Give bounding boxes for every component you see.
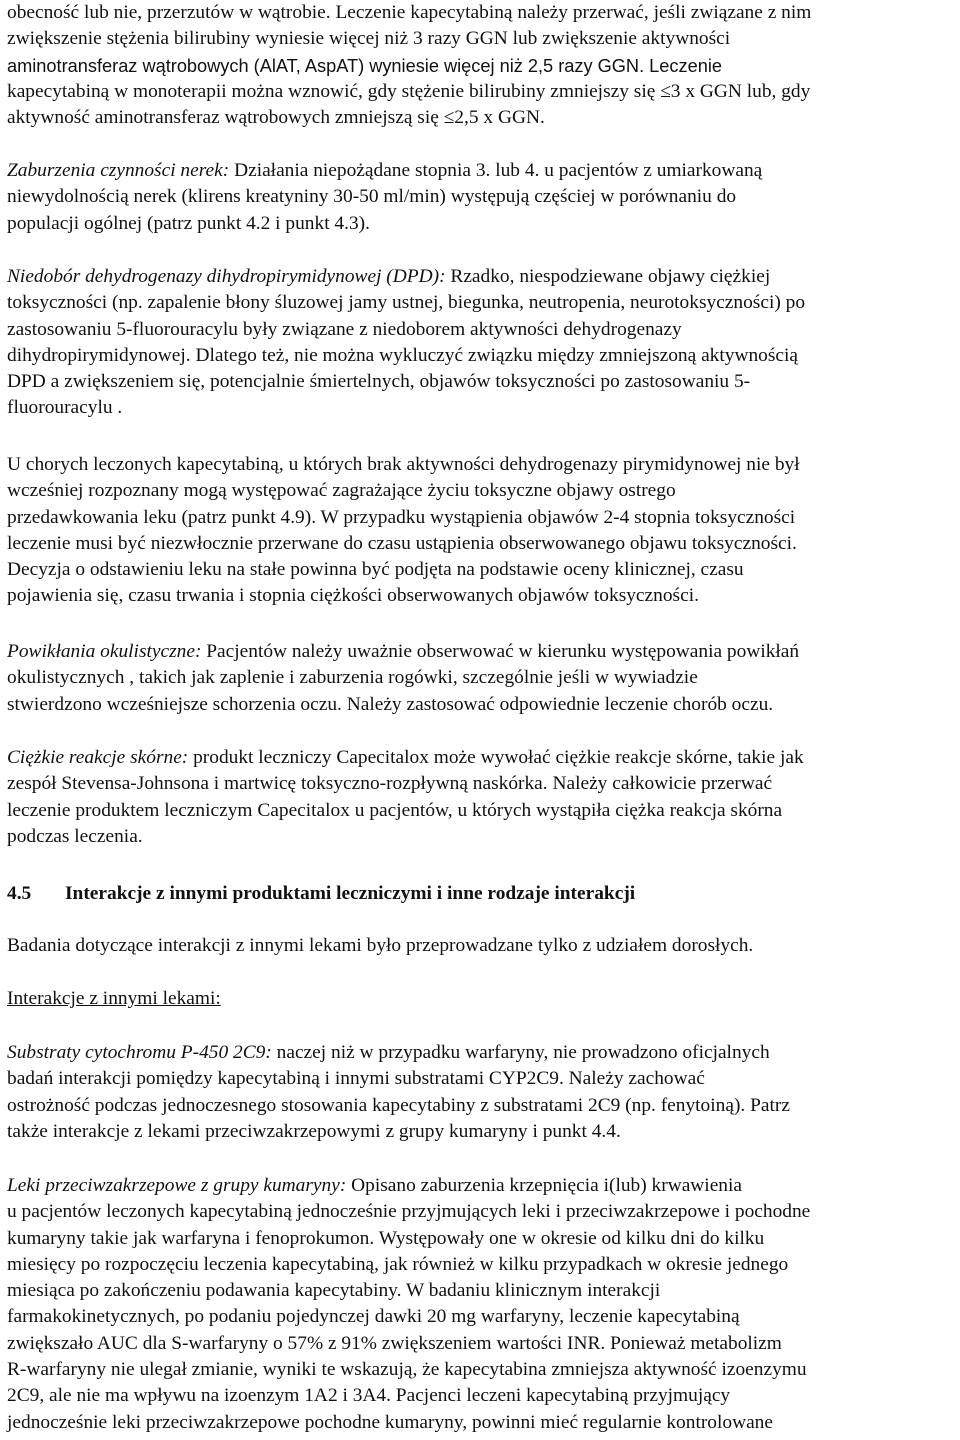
text-line: jednocześnie leki przeciwzakrzepowe pochodne kumaryny, powinni mieć regularnie kontrolowane [7,1411,773,1433]
text-line: 2C9, ale nie ma wpływu na izoenzym 1A2 i 3A4. Pacjenci leczeni kapecytabiną przyjmujący [7,1385,731,1407]
text-line: fluorouracylu . [7,397,123,419]
text-line: pojawienia się, czasu trwania i stopnia ciężkości obserwowanych objawów toksyczności. [7,585,699,607]
text-line: leczenie musi być niezwłocznie przerwane do czasu ustąpienia obserwowanego objawu toksyczności. [7,532,797,554]
paragraph-label: Niedobór dehydrogenazy dihydropirymidynowej (DPD): [7,266,446,287]
text-span: Rzadko, niespodziewane objawy ciężkiej [445,266,771,287]
text-line [7,639,955,665]
text-line: zespół Stevensa-Johnsona i martwicę toksyczno-rozpływną naskórka. Należy całkowicie przerwać [7,773,773,795]
text-line: badań interakcji pomiędzy kapecytabiną i innymi substratami CYP2C9. Należy zachować [7,1068,705,1090]
text-line: Decyzja o odstawieniu leku na stałe powinna być podjęta na podstawie oceny klinicznej, czasu [7,559,744,581]
text-line: okulistycznych , takich jak zaplenie i zaburzenia rogówki, szczególnie jeśli w wywiadzie [7,667,698,689]
text-line: wcześniej rozpoznany mogą występować zagrażające życiu toksyczne objawy ostrego [7,480,676,502]
text-line [7,1040,955,1066]
paragraph-label: Zaburzenia czynności nerek: [7,160,230,181]
text-line [7,158,955,184]
text-line: DPD a zwiększeniem się, potencjalnie śmiertelnych, objawów toksyczności po zastosowaniu 5- [7,371,751,393]
subheading-text: Interakcje z innymi lekami: [7,988,221,1009]
text-line: obecność lub nie, przerzutów w wątrobie. Leczenie kapecytabiną należy przerwać, jeśli związane z nim [7,2,812,23]
text-line [7,264,955,290]
text-line: miesięcy po rozpoczęciu leczenia kapecytabiną, jak również w kilku przypadkach w okresie jednego [7,1253,789,1275]
text-line: także interakcje z lekami przeciwzakrzepowymi z grupy kumaryny i punkt 4.4. [7,1120,621,1142]
text-line: kumaryny takie jak warfaryna i fenoprokumon. Występowały one w okresie od kilku dni do kilku [7,1227,765,1249]
paragraph-label: Ciężkie reakcje skórne: [7,747,189,768]
text-span: Pacjentów należy uważnie obserwować w kierunku występowania powikłań [201,641,800,662]
paragraph-renal-impairment [7,158,955,237]
paragraph-liver-continuation [7,0,955,131]
text-line: przedawkowania leku (patrz punkt 4.9). W przypadku wystąpienia objawów 2-4 stopnia toksyczności [7,506,796,528]
text-line: aminotransferaz wątrobowych (AlAT, AspAT) wyniesie więcej niż 2,5 razy GGN. Leczenie [7,55,722,76]
text-line: niewydolnością nerek (klirens kreatyniny 30-50 ml/min) występują częściej w porównaniu do [7,186,737,208]
subheading-interactions [7,986,955,1012]
text-line: farmakokinetycznych, po podaniu pojedynczej dawki 20 mg warfaryny, leczenie kapecytabiną [7,1306,740,1328]
text-line: kapecytabiną w monoterapii można wznowić, gdy stężenie bilirubiny zmniejszy się ≤3 x GGN lub, gdy [7,80,811,102]
text-line: zastosowaniu 5-fluorouracylu były związane z niedoborem aktywności dehydrogenazy [7,318,682,340]
text-line: stwierdzono wcześniejsze schorzenia oczu. Należy zastosować odpowiednie leczenie chorób oczu. [7,693,774,715]
paragraph-dpd-deficiency [7,264,955,422]
text-line: leczenie produktem leczniczym Capecitalox u pacjentów, u których wystąpiła ciężka reakcja skórna [7,799,783,821]
text-line: U chorych leczonych kapecytabiną, u których brak aktywności dehydrogenazy pirymidynowej nie był [7,454,800,475]
text-line: ostrożność podczas jednoczesnego stosowania kapecytabiny z substratami 2C9 (np. fenytoiną). Patrz [7,1094,790,1116]
text-line: dihydropirymidynowej. Dlatego też, nie można wykluczyć związku między zmniejszoną aktywnością [7,344,798,366]
text-line: aktywność aminotransferaz wątrobowych zmniejszą się ≤2,5 x GGN. [7,107,545,129]
paragraph-ophthalmic [7,639,955,718]
paragraph-studies-note [7,933,955,959]
text-line: populacji ogólnej (patrz punkt 4.2 i punkt 4.3). [7,212,370,234]
text-line: zwiększenie stężenia bilirubiny wyniesie więcej niż 3 razy GGN lub zwiększenie aktywności [7,28,731,50]
text-line: miesiąca po zakończeniu podawania kapecytabiny. W badaniu klinicznym interakcji [7,1280,661,1302]
paragraph-dpd-undiagnosed [7,452,955,610]
text-line: Badania dotyczące interakcji z innymi lekami było przeprowadzane tylko z udziałem dorosłych. [7,935,754,956]
text-line: R-warfaryny nie ulegał zmianie, wyniki te wskazują, że kapecytabina zmniejsza aktywność izoenzymu [7,1359,807,1381]
section-number: 4.5 [7,883,32,904]
text-line: zwiększało AUC dla S-warfaryny o 57% z 91% zwiększeniem wartości INR. Ponieważ metabolizm [7,1332,782,1354]
text-line [7,745,955,771]
text-span: produkt leczniczy Capecitalox może wywołać ciężkie reakcje skórne, takie jak [188,747,804,768]
paragraph-cyp2c9 [7,1040,955,1145]
section-title: Interakcje z innymi produktami leczniczymi i inne rodzaje interakcji [65,883,636,904]
text-span: naczej niż w przypadku warfaryny, nie prowadzono oficjalnych [271,1042,770,1063]
text-span: Opisano zaburzenia krzepnięcia i(lub) krwawienia [346,1175,742,1196]
text-line: podczas leczenia. [7,825,143,847]
text-line [7,881,955,907]
section-heading [7,881,955,907]
paragraph-label: Leki przeciwzakrzepowe z grupy kumaryny: [7,1175,347,1196]
text-line: u pacjentów leczonych kapecytabiną jednocześnie przyjmujących leki i przeciwzakrzepowe i pochodne [7,1201,811,1223]
paragraph-label: Substraty cytochromu P-450 2C9: [7,1042,272,1063]
text-span: Działania niepożądane stopnia 3. lub 4. u pacjentów z umiarkowaną [229,160,763,181]
paragraph-skin-reactions [7,745,955,850]
paragraph-anticoagulants [7,1173,955,1436]
paragraph-label: Powikłania okulistyczne: [7,641,202,662]
text-line: toksyczności (np. zapalenie błony śluzowej jamy ustnej, biegunka, neutropenia, neurotoksyczności) po [7,292,806,314]
text-line [7,1173,955,1199]
